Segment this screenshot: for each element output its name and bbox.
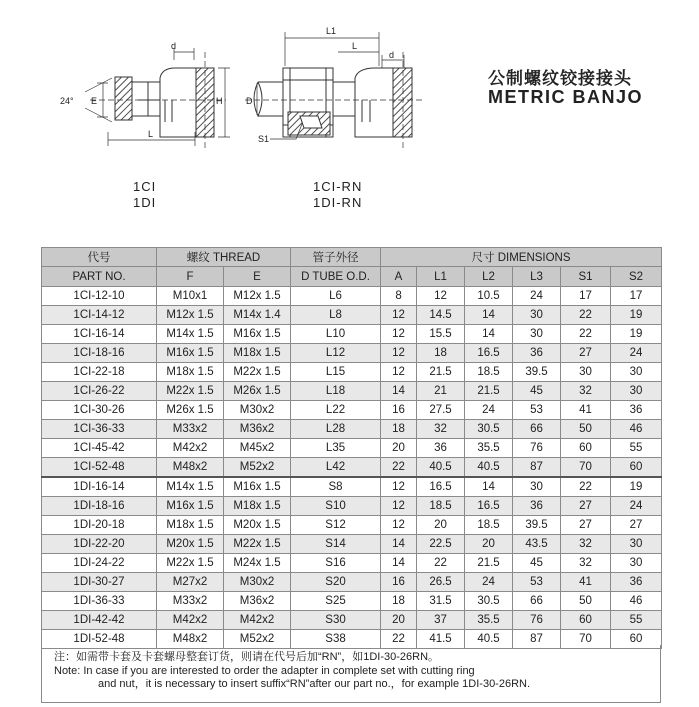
cell-tube-od: L35 xyxy=(291,439,381,458)
cell-tube-od: S25 xyxy=(291,592,381,611)
cell-part-no: 1CI-30-26 xyxy=(42,401,157,420)
cell-dim-a: 12 xyxy=(381,344,417,363)
cell-dim-s1: 60 xyxy=(561,611,611,630)
cell-dim-s1: 32 xyxy=(561,382,611,401)
cell-dim-l1: 41.5 xyxy=(417,630,465,649)
cell-dim-l2: 21.5 xyxy=(465,382,513,401)
cell-dim-l2: 24 xyxy=(465,401,513,420)
cell-dim-l3: 45 xyxy=(513,382,561,401)
header-tube-od: D TUBE O.D. xyxy=(291,267,381,287)
header-e: E xyxy=(224,267,291,287)
cell-dim-l1: 31.5 xyxy=(417,592,465,611)
cell-dim-s2: 36 xyxy=(611,573,662,592)
cell-dim-l2: 14 xyxy=(465,477,513,497)
cell-part-no: 1DI-52-48 xyxy=(42,630,157,649)
cell-thread-f: M22x 1.5 xyxy=(157,382,224,401)
cell-dim-s2: 30 xyxy=(611,535,662,554)
cell-dim-a: 22 xyxy=(381,630,417,649)
cell-dim-a: 12 xyxy=(381,497,417,516)
cell-dim-a: 12 xyxy=(381,363,417,382)
cell-dim-a: 12 xyxy=(381,477,417,497)
cell-dim-l3: 30 xyxy=(513,325,561,344)
dim-d-left: d xyxy=(171,41,177,51)
cell-part-no: 1DI-16-14 xyxy=(42,477,157,497)
cell-dim-s2: 17 xyxy=(611,287,662,306)
footnote-cn: 注：如需带卡套及卡套螺母整套订货，则请在代号后加“RN”，如1DI-30-26RN。 xyxy=(54,651,440,663)
cell-thread-f: M12x 1.5 xyxy=(157,306,224,325)
cell-dim-l3: 30 xyxy=(513,477,561,497)
cell-dim-s2: 19 xyxy=(611,325,662,344)
cell-part-no: 1DI-18-16 xyxy=(42,497,157,516)
cell-dim-s2: 46 xyxy=(611,420,662,439)
cell-tube-od: L28 xyxy=(291,420,381,439)
cell-thread-e: M42x2 xyxy=(224,611,291,630)
cell-dim-a: 14 xyxy=(381,554,417,573)
cell-dim-s2: 19 xyxy=(611,477,662,497)
cell-thread-f: M20x 1.5 xyxy=(157,535,224,554)
cell-dim-l1: 32 xyxy=(417,420,465,439)
cell-dim-l2: 40.5 xyxy=(465,630,513,649)
table-row xyxy=(42,535,662,554)
cell-dim-l1: 12 xyxy=(417,287,465,306)
cell-tube-od: L15 xyxy=(291,363,381,382)
table-row xyxy=(42,458,662,478)
dim-l1-right: L1 xyxy=(326,26,337,36)
table-row xyxy=(42,344,662,363)
cell-dim-l1: 26.5 xyxy=(417,573,465,592)
cell-tube-od: S20 xyxy=(291,573,381,592)
cell-part-no: 1CI-52-48 xyxy=(42,458,157,478)
table-row xyxy=(42,497,662,516)
cell-dim-l2: 30.5 xyxy=(465,420,513,439)
table-row xyxy=(42,401,662,420)
cell-dim-l3: 66 xyxy=(513,592,561,611)
cell-dim-s1: 17 xyxy=(561,287,611,306)
cell-thread-e: M14x 1.4 xyxy=(224,306,291,325)
table-row xyxy=(42,592,662,611)
cell-dim-l2: 24 xyxy=(465,573,513,592)
cell-dim-l1: 36 xyxy=(417,439,465,458)
cell-tube-od: L8 xyxy=(291,306,381,325)
cell-tube-od: S38 xyxy=(291,630,381,649)
header-l2: L2 xyxy=(465,267,513,287)
cell-dim-s1: 41 xyxy=(561,401,611,420)
cell-dim-l2: 20 xyxy=(465,535,513,554)
dim-h-left: H xyxy=(216,96,223,106)
cell-dim-s2: 27 xyxy=(611,516,662,535)
cell-dim-l1: 18 xyxy=(417,344,465,363)
cell-dim-s2: 60 xyxy=(611,630,662,649)
cell-thread-e: M45x2 xyxy=(224,439,291,458)
header-l3: L3 xyxy=(513,267,561,287)
cell-dim-a: 22 xyxy=(381,458,417,478)
cell-thread-f: M42x2 xyxy=(157,439,224,458)
cell-tube-od: S14 xyxy=(291,535,381,554)
cell-dim-s1: 27 xyxy=(561,497,611,516)
cell-dim-a: 18 xyxy=(381,592,417,611)
cell-dim-l1: 40.5 xyxy=(417,458,465,478)
cell-dim-l2: 18.5 xyxy=(465,516,513,535)
cell-dim-s1: 32 xyxy=(561,535,611,554)
table-row xyxy=(42,306,662,325)
cell-dim-s1: 50 xyxy=(561,420,611,439)
caption-right-line1: 1CI-RN xyxy=(313,179,363,194)
cell-tube-od: S8 xyxy=(291,477,381,497)
cell-dim-l2: 40.5 xyxy=(465,458,513,478)
cell-dim-s2: 30 xyxy=(611,363,662,382)
caption-left-line2: 1DI xyxy=(133,195,157,210)
cell-thread-f: M16x 1.5 xyxy=(157,344,224,363)
cell-thread-f: M16x 1.5 xyxy=(157,497,224,516)
cell-part-no: 1CI-18-16 xyxy=(42,344,157,363)
cell-thread-e: M26x 1.5 xyxy=(224,382,291,401)
cell-tube-od: L12 xyxy=(291,344,381,363)
cell-dim-a: 12 xyxy=(381,325,417,344)
cell-tube-od: L42 xyxy=(291,458,381,478)
cell-part-no: 1CI-45-42 xyxy=(42,439,157,458)
cell-dim-s1: 32 xyxy=(561,554,611,573)
cell-thread-e: M22x 1.5 xyxy=(224,363,291,382)
table-row xyxy=(42,516,662,535)
cell-thread-e: M52x2 xyxy=(224,458,291,478)
cell-thread-e: M16x 1.5 xyxy=(224,477,291,497)
cell-dim-l3: 43.5 xyxy=(513,535,561,554)
cell-thread-e: M24x 1.5 xyxy=(224,554,291,573)
header-a: A xyxy=(381,267,417,287)
cell-part-no: 1CI-14-12 xyxy=(42,306,157,325)
footnote-en-line1: Note: In case if you are interested to order the adapter in complete set with cutting ring xyxy=(54,664,475,677)
cell-thread-f: M48x2 xyxy=(157,630,224,649)
cell-dim-l3: 39.5 xyxy=(513,516,561,535)
cell-thread-e: M20x 1.5 xyxy=(224,516,291,535)
cell-tube-od: L6 xyxy=(291,287,381,306)
header-part-cn: 代号 xyxy=(42,248,157,267)
cell-dim-l3: 36 xyxy=(513,344,561,363)
cell-dim-s1: 41 xyxy=(561,573,611,592)
title-english: METRIC BANJO xyxy=(488,87,644,107)
cell-tube-od: S30 xyxy=(291,611,381,630)
table-row xyxy=(42,573,662,592)
cell-thread-e: M12x 1.5 xyxy=(224,287,291,306)
caption-left-line1: 1CI xyxy=(133,179,157,194)
cell-part-no: 1DI-24-22 xyxy=(42,554,157,573)
table-row xyxy=(42,382,662,401)
cell-thread-e: M22x 1.5 xyxy=(224,535,291,554)
cell-dim-l1: 15.5 xyxy=(417,325,465,344)
cell-dim-l1: 16.5 xyxy=(417,477,465,497)
cell-thread-f: M33x2 xyxy=(157,420,224,439)
cell-thread-e: M52x2 xyxy=(224,630,291,649)
cell-thread-f: M42x2 xyxy=(157,611,224,630)
caption-left xyxy=(133,179,156,211)
cell-dim-l2: 16.5 xyxy=(465,497,513,516)
cell-part-no: 1DI-42-42 xyxy=(42,611,157,630)
cell-thread-f: M22x 1.5 xyxy=(157,554,224,573)
cell-dim-l3: 24 xyxy=(513,287,561,306)
table-row xyxy=(42,611,662,630)
table-row xyxy=(42,439,662,458)
cell-dim-s2: 36 xyxy=(611,401,662,420)
cell-dim-s2: 60 xyxy=(611,458,662,478)
table-row xyxy=(42,325,662,344)
cell-dim-a: 12 xyxy=(381,516,417,535)
cell-part-no: 1CI-12-10 xyxy=(42,287,157,306)
cell-part-no: 1CI-26-22 xyxy=(42,382,157,401)
cell-dim-l3: 39.5 xyxy=(513,363,561,382)
cell-part-no: 1DI-22-20 xyxy=(42,535,157,554)
cell-dim-l3: 45 xyxy=(513,554,561,573)
cell-dim-l2: 16.5 xyxy=(465,344,513,363)
cell-thread-e: M30x2 xyxy=(224,401,291,420)
cell-dim-l3: 87 xyxy=(513,458,561,478)
cell-dim-l2: 35.5 xyxy=(465,611,513,630)
cell-tube-od: L22 xyxy=(291,401,381,420)
title-chinese: 公制螺纹铰接接头 xyxy=(488,69,632,89)
cell-dim-l2: 10.5 xyxy=(465,287,513,306)
cell-thread-f: M27x2 xyxy=(157,573,224,592)
cell-dim-s2: 24 xyxy=(611,344,662,363)
cell-thread-e: M18x 1.5 xyxy=(224,497,291,516)
cell-dim-l1: 37 xyxy=(417,611,465,630)
cell-thread-f: M14x 1.5 xyxy=(157,325,224,344)
dim-e-left: E xyxy=(91,96,98,106)
header-thread: 螺纹 THREAD xyxy=(157,248,291,267)
cell-dim-l2: 35.5 xyxy=(465,439,513,458)
header-s1: S1 xyxy=(561,267,611,287)
cell-dim-a: 14 xyxy=(381,382,417,401)
table-row xyxy=(42,363,662,382)
cell-thread-e: M30x2 xyxy=(224,573,291,592)
cell-tube-od: L18 xyxy=(291,382,381,401)
header-tube-cn: 管子外径 xyxy=(291,248,381,267)
dim-s1-right: S1 xyxy=(258,134,270,144)
cell-thread-e: M16x 1.5 xyxy=(224,325,291,344)
cell-dim-s2: 19 xyxy=(611,306,662,325)
cell-dim-a: 12 xyxy=(381,306,417,325)
cell-dim-l1: 20 xyxy=(417,516,465,535)
cell-part-no: 1DI-20-18 xyxy=(42,516,157,535)
cell-dim-a: 16 xyxy=(381,573,417,592)
cell-dim-l1: 22 xyxy=(417,554,465,573)
cell-thread-e: M18x 1.5 xyxy=(224,344,291,363)
cell-part-no: 1DI-36-33 xyxy=(42,592,157,611)
table-row xyxy=(42,420,662,439)
cell-thread-f: M33x2 xyxy=(157,592,224,611)
cell-dim-a: 8 xyxy=(381,287,417,306)
cell-dim-l3: 53 xyxy=(513,573,561,592)
cell-dim-a: 18 xyxy=(381,420,417,439)
footnote-en-line2: and nut，it is necessary to insert suffix“RN”after our part no.，for example 1DI-30-26RN. xyxy=(98,678,531,690)
cell-dim-a: 14 xyxy=(381,535,417,554)
cell-dim-l2: 14 xyxy=(465,325,513,344)
cell-dim-s1: 30 xyxy=(561,363,611,382)
table-row xyxy=(42,287,662,306)
cell-dim-l1: 18.5 xyxy=(417,497,465,516)
cell-dim-s1: 50 xyxy=(561,592,611,611)
footnote xyxy=(41,645,661,703)
cell-dim-a: 16 xyxy=(381,401,417,420)
cell-tube-od: L10 xyxy=(291,325,381,344)
cell-dim-s2: 55 xyxy=(611,611,662,630)
cell-thread-e: M36x2 xyxy=(224,592,291,611)
cell-part-no: 1CI-36-33 xyxy=(42,420,157,439)
cell-tube-od: S12 xyxy=(291,516,381,535)
cell-dim-l2: 18.5 xyxy=(465,363,513,382)
cell-dim-s1: 27 xyxy=(561,516,611,535)
table-row xyxy=(42,554,662,573)
header-dimensions: 尺寸 DIMENSIONS xyxy=(381,248,662,267)
cell-dim-s1: 22 xyxy=(561,306,611,325)
cell-dim-l1: 14.5 xyxy=(417,306,465,325)
cell-dim-a: 20 xyxy=(381,611,417,630)
cell-part-no: 1DI-30-27 xyxy=(42,573,157,592)
dim-l-right: L xyxy=(352,41,358,51)
cell-thread-f: M26x 1.5 xyxy=(157,401,224,420)
cell-dim-l3: 36 xyxy=(513,497,561,516)
cell-dim-l1: 21 xyxy=(417,382,465,401)
header-f: F xyxy=(157,267,224,287)
cell-dim-s1: 22 xyxy=(561,477,611,497)
cell-dim-s1: 60 xyxy=(561,439,611,458)
cell-part-no: 1CI-22-18 xyxy=(42,363,157,382)
cell-dim-l3: 66 xyxy=(513,420,561,439)
caption-right xyxy=(313,179,362,211)
cell-dim-s2: 55 xyxy=(611,439,662,458)
cell-dim-s1: 70 xyxy=(561,458,611,478)
cell-dim-s1: 27 xyxy=(561,344,611,363)
dim-d-right: d xyxy=(389,50,395,60)
cell-thread-f: M18x 1.5 xyxy=(157,363,224,382)
cell-tube-od: S10 xyxy=(291,497,381,516)
cell-dim-l3: 76 xyxy=(513,611,561,630)
cell-part-no: 1CI-16-14 xyxy=(42,325,157,344)
header-part-no: PART NO. xyxy=(42,267,157,287)
spec-table xyxy=(41,247,662,649)
cell-dim-l3: 30 xyxy=(513,306,561,325)
cell-dim-l2: 21.5 xyxy=(465,554,513,573)
cell-dim-a: 20 xyxy=(381,439,417,458)
cell-dim-s2: 46 xyxy=(611,592,662,611)
cell-dim-l3: 76 xyxy=(513,439,561,458)
cell-tube-od: S16 xyxy=(291,554,381,573)
dim-d-tube-right: D xyxy=(246,96,253,106)
dim-l-left: L xyxy=(148,129,154,139)
cell-thread-f: M48x2 xyxy=(157,458,224,478)
cell-dim-s1: 22 xyxy=(561,325,611,344)
header-l1: L1 xyxy=(417,267,465,287)
cell-dim-l1: 22.5 xyxy=(417,535,465,554)
caption-right-line2: 1DI-RN xyxy=(313,195,363,210)
header-s2: S2 xyxy=(611,267,662,287)
cell-thread-e: M36x2 xyxy=(224,420,291,439)
cell-thread-f: M10x1 xyxy=(157,287,224,306)
cell-dim-s2: 30 xyxy=(611,554,662,573)
cell-dim-l2: 14 xyxy=(465,306,513,325)
cell-dim-l1: 27.5 xyxy=(417,401,465,420)
cell-dim-l3: 87 xyxy=(513,630,561,649)
cell-dim-s2: 24 xyxy=(611,497,662,516)
cell-dim-s2: 30 xyxy=(611,382,662,401)
banjo-drawing-left xyxy=(85,48,230,150)
cell-thread-f: M18x 1.5 xyxy=(157,516,224,535)
table-row xyxy=(42,477,662,497)
cell-dim-l2: 30.5 xyxy=(465,592,513,611)
cell-thread-f: M14x 1.5 xyxy=(157,477,224,497)
dim-angle-left: 24° xyxy=(60,96,74,106)
cell-dim-s1: 70 xyxy=(561,630,611,649)
banjo-drawing-right xyxy=(245,32,425,150)
cell-dim-l1: 21.5 xyxy=(417,363,465,382)
cell-dim-l3: 53 xyxy=(513,401,561,420)
spec-table-body xyxy=(42,287,662,649)
